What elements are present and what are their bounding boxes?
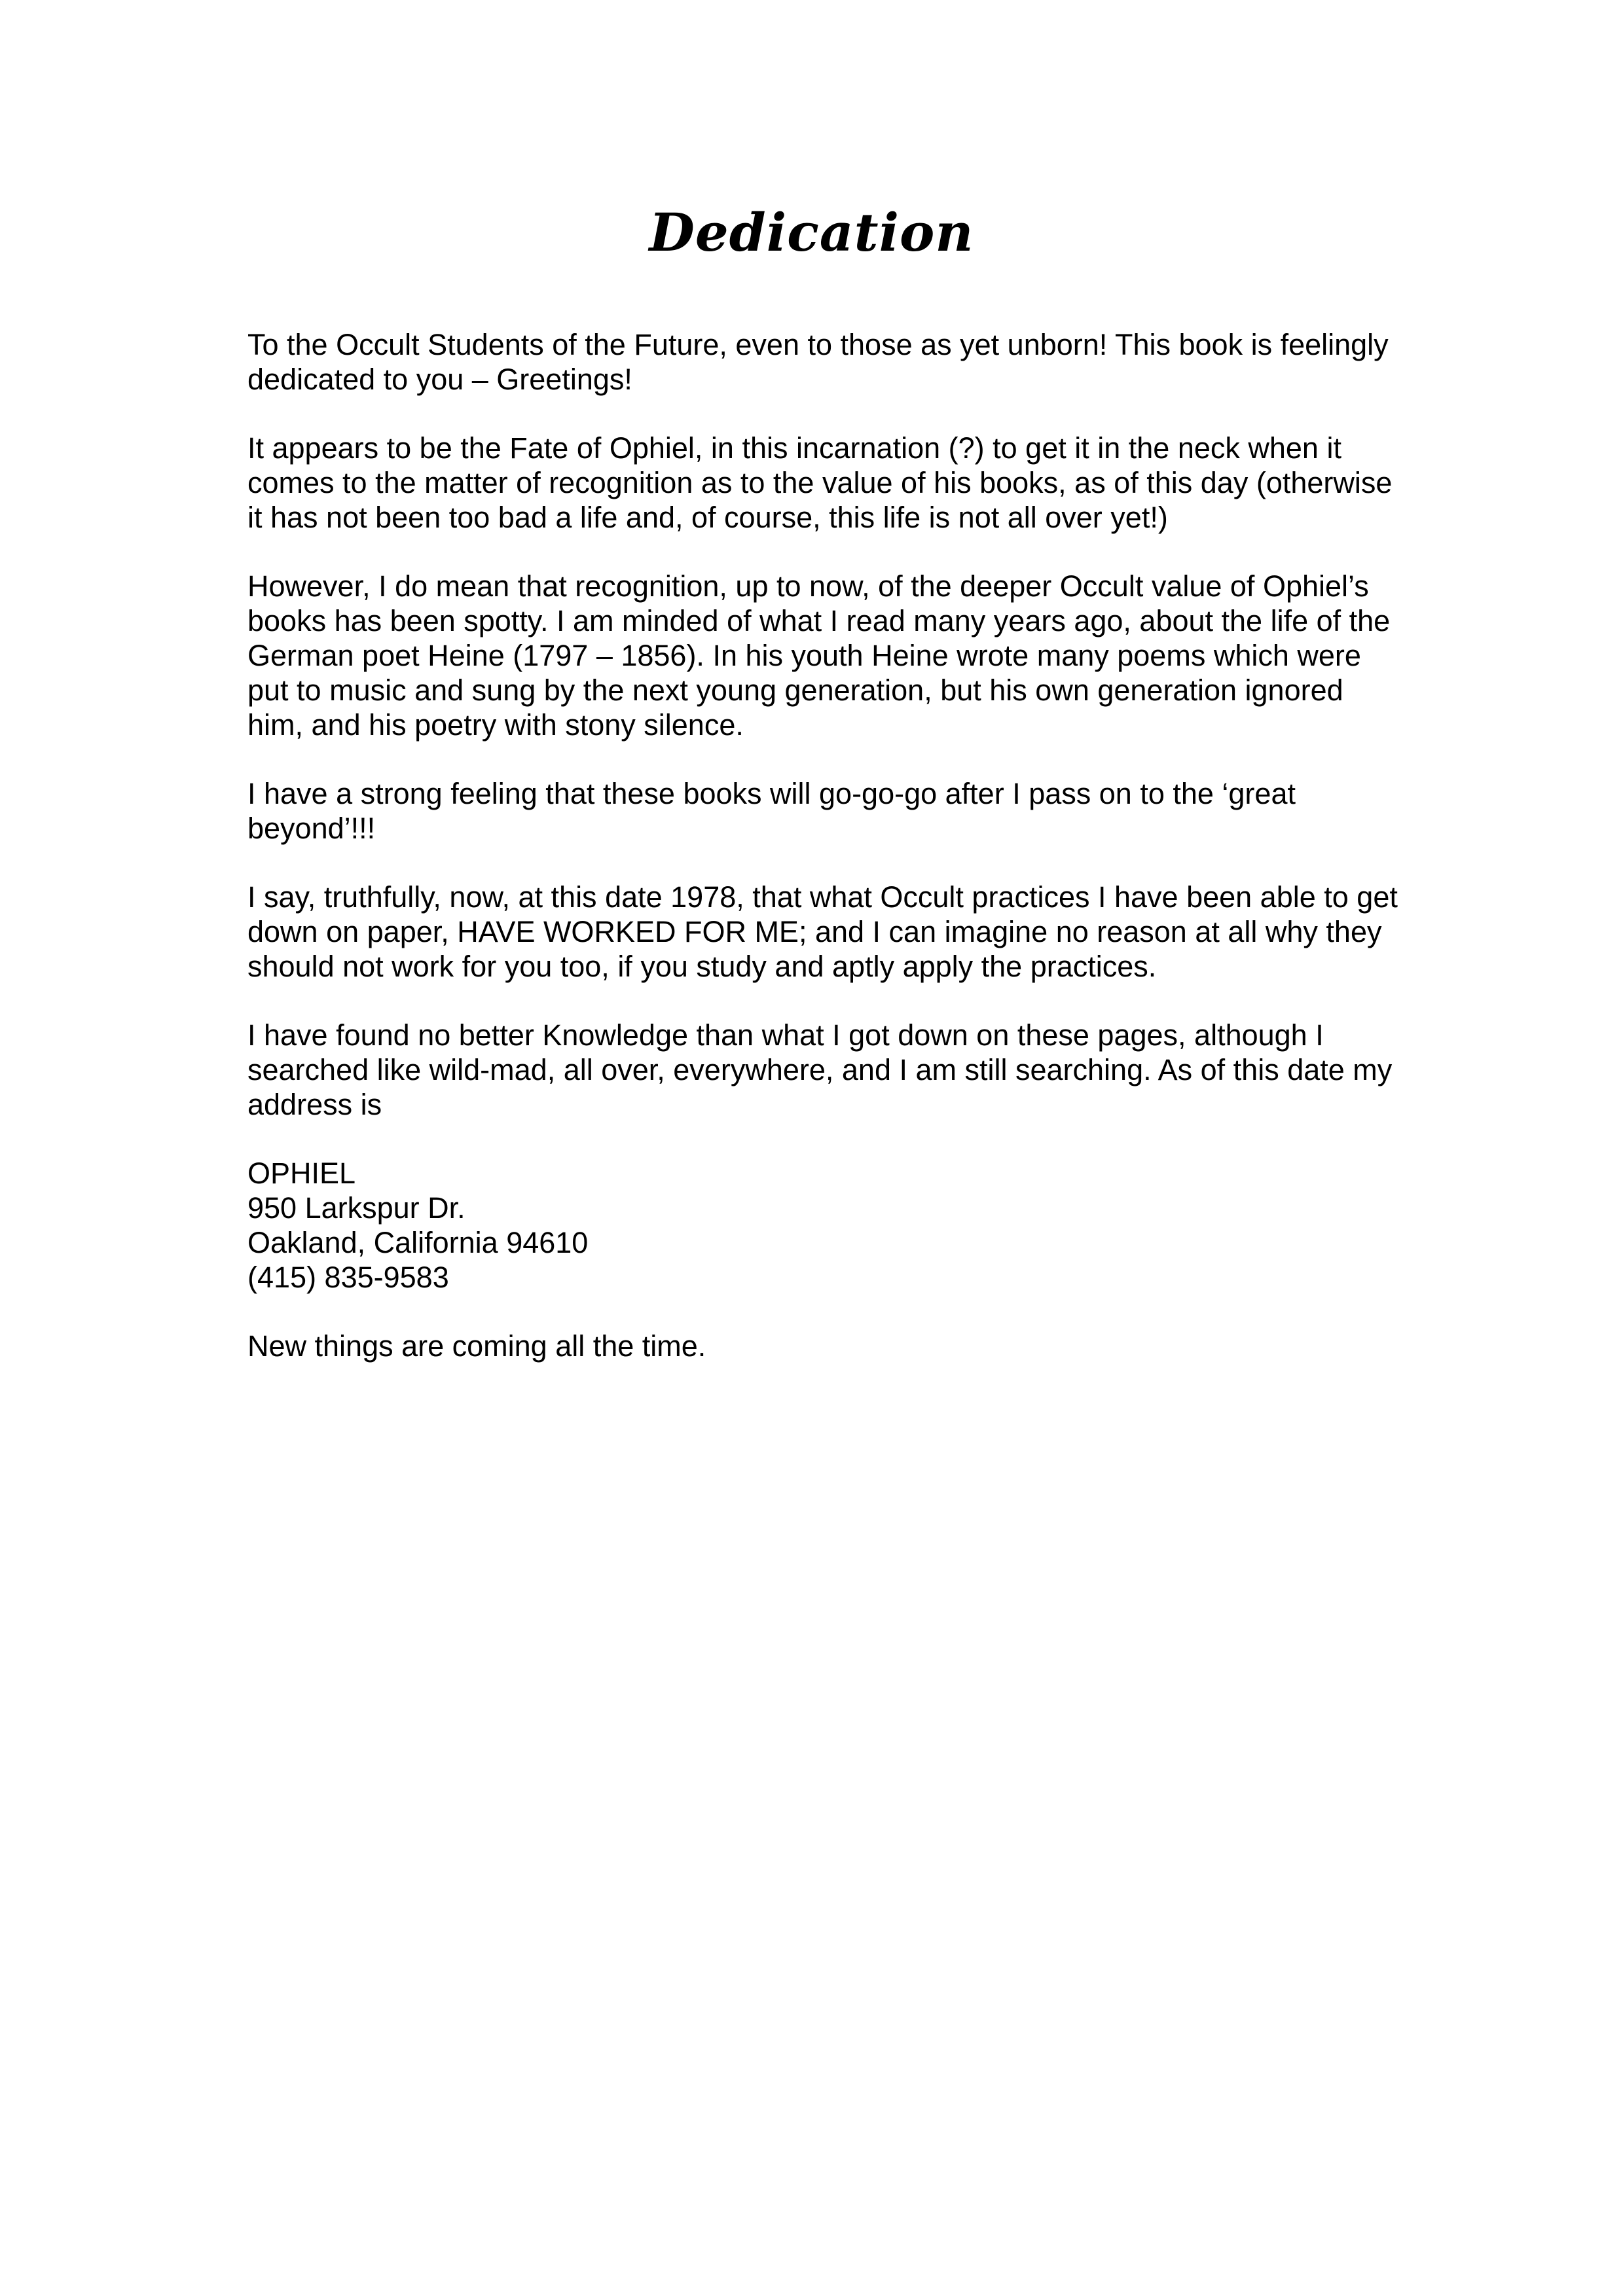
closing-line: New things are coming all the time.	[247, 1329, 706, 1363]
paragraph-heine: However, I do mean that recognition, up to now, of the deeper Occult value of Ophiel’s books has been spotty. I am minded of what I read many years ago, about the life of the German poet Heine (1797 – 1856). In his youth Heine wrote many poems which were put to music and sung by the next young generation, but his own generation ignored him, and his poetry with stony silence.	[247, 569, 1391, 742]
dedication-body	[247, 327, 1400, 1397]
paragraph-knowledge: I have found no better Knowledge than what I got down on these pages, although I searched like wild-mad, all over, everywhere, and I am still searching. As of this date my address is	[247, 1018, 1393, 1121]
address-city: Oakland, California 94610	[247, 1226, 589, 1259]
paragraph-greeting: To the Occult Students of the Future, even to those as yet unborn! This book is feelingly dedicated to you – Greetings!	[247, 328, 1389, 396]
address-street: 950 Larkspur Dr.	[247, 1191, 465, 1225]
paragraph-worked-for-me: I say, truthfully, now, at this date 1978, that what Occult practices I have been able to get down on paper, HAVE WORKED FOR ME; and I can imagine no reason at all why they should not work for you too, if you study and aptly apply the practices.	[247, 880, 1398, 983]
paragraph-great-beyond: I have a strong feeling that these books will go-go-go after I pass on to the ‘great beyond’!!!	[247, 777, 1296, 845]
page-title: Dedication	[649, 202, 974, 263]
address-name: OPHIEL	[247, 1157, 356, 1190]
address-phone: (415) 835-9583	[247, 1261, 449, 1294]
paragraph-fate: It appears to be the Fate of Ophiel, in this incarnation (?) to get it in the neck when it comes to the matter of recognition as to the value of his books, as of this day (otherwise it has not been too bad a life and, of course, this life is not all over yet!)	[247, 431, 1393, 534]
address-block	[247, 1156, 1400, 1295]
